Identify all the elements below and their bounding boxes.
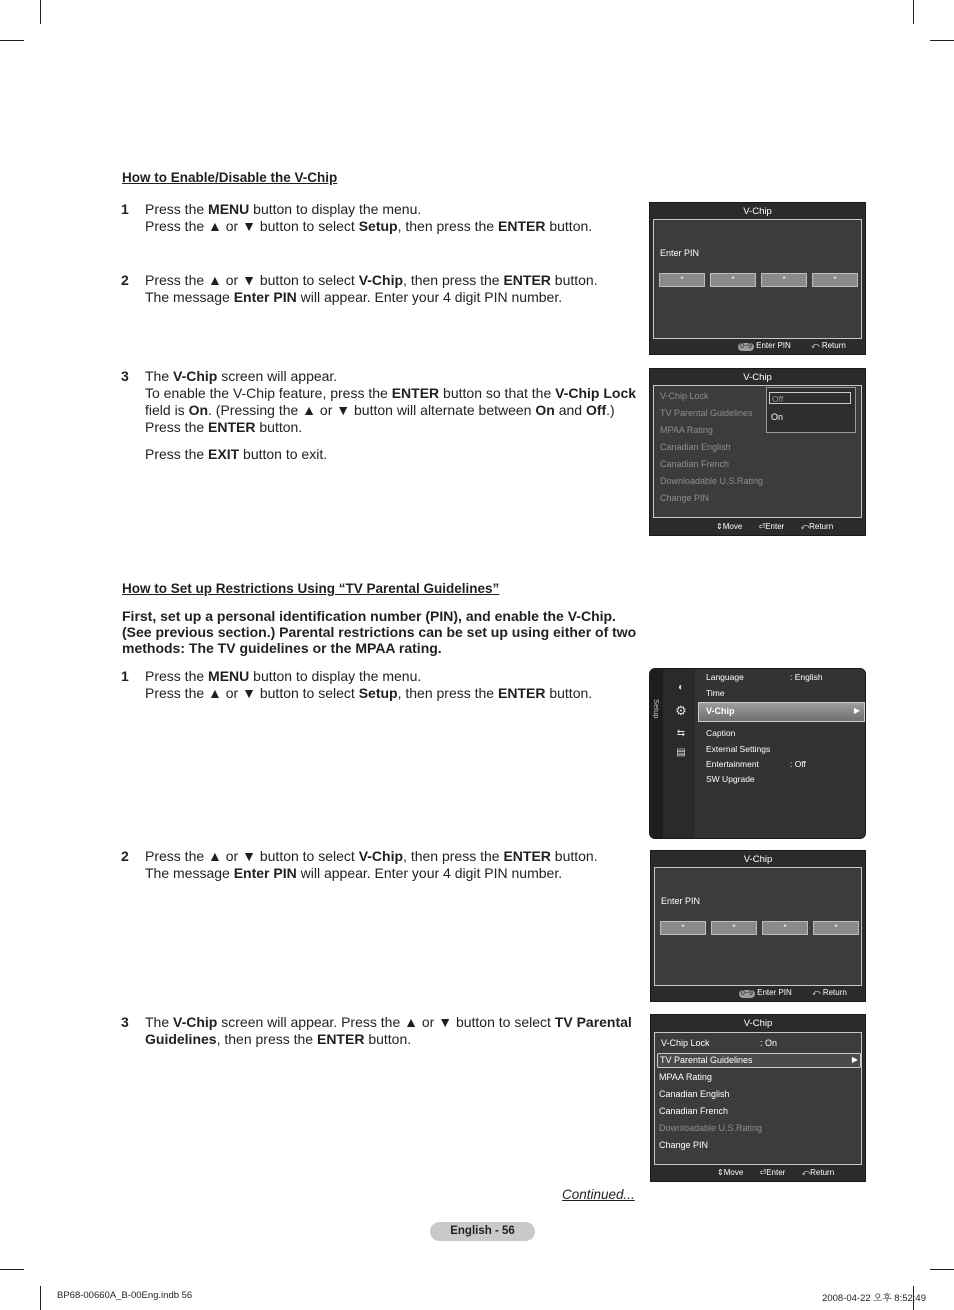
- screen-title: V-Chip: [743, 854, 773, 865]
- menu-item-canadian-french[interactable]: Canadian French: [660, 459, 730, 469]
- print-file-slug: BP68-00660A_B-00Eng.indb 56: [57, 1290, 193, 1301]
- return-icon: ⤺: [812, 988, 821, 997]
- menu-item-canadian-english[interactable]: Canadian English: [660, 442, 731, 452]
- picture-icon[interactable]: ◐: [677, 682, 685, 693]
- enter-icon: ⏎: [759, 1168, 767, 1177]
- crop-mark: [40, 1286, 41, 1310]
- step-line: The message Enter PIN will appear. Enter your 4 digit PIN number.: [145, 865, 563, 881]
- step-number: 3: [121, 368, 129, 384]
- step-text: [145, 848, 598, 882]
- pin-digit-box[interactable]: *: [761, 273, 807, 287]
- setup-gear-icon[interactable]: ⚙: [675, 703, 687, 718]
- vchip-lock-value: : On: [760, 1038, 778, 1048]
- pin-digit-box[interactable]: *: [659, 273, 705, 287]
- menu-item-change-pin[interactable]: Change PIN: [659, 1140, 709, 1150]
- option-popup: [766, 387, 856, 433]
- step-line: The V-Chip screen will appear.: [145, 368, 338, 384]
- screen-footer: 0~9 Enter PIN ⤺ Return: [741, 988, 847, 997]
- setup-item-language[interactable]: Language: [706, 672, 744, 682]
- step-number: 3: [121, 1014, 129, 1030]
- pin-digit-box[interactable]: *: [762, 921, 808, 935]
- vchip-menu-screen: [650, 1014, 866, 1182]
- setup-item-sw-upgrade[interactable]: SW Upgrade: [706, 774, 755, 784]
- arrow-right-icon: ▶: [853, 706, 860, 715]
- screen-footer: ⇕Move ⏎Enter ⤺Return: [717, 1168, 835, 1177]
- step-text: [145, 272, 598, 306]
- pin-panel: [654, 867, 862, 986]
- step-line: Press the ▲ or ▼ button to select Setup, then press the ENTER button.: [145, 218, 593, 234]
- setup-item-entertainment[interactable]: Entertainment: [706, 759, 759, 769]
- number-keys-icon: 0~9: [740, 343, 752, 350]
- pin-screen: [649, 202, 866, 355]
- pin-panel: [653, 219, 862, 339]
- menu-item-change-pin[interactable]: Change PIN: [660, 493, 710, 503]
- category-icon-column: [663, 669, 695, 838]
- step-number: 1: [121, 201, 129, 217]
- vchip-menu-screen: [649, 368, 866, 536]
- pin-label: Enter PIN: [661, 896, 701, 906]
- crop-mark: [0, 1269, 24, 1270]
- setup-item-vchip[interactable]: V-Chip: [706, 706, 735, 716]
- step-line: Press the ENTER button.: [145, 419, 303, 435]
- setup-menu-screen: [649, 668, 866, 839]
- step-number: 2: [121, 848, 129, 864]
- step-line: [145, 436, 636, 446]
- step-line: field is On. (Pressing the ▲ or ▼ button will alternate between On and Off.): [145, 402, 615, 418]
- menu-item-tv-parental[interactable]: TV Parental Guidelines: [660, 1055, 753, 1065]
- continued-note: Continued...: [562, 1187, 635, 1202]
- pin-digit-box[interactable]: *: [660, 921, 706, 935]
- arrow-right-icon: ▶: [851, 1055, 858, 1064]
- input-icon[interactable]: ⇆: [676, 728, 686, 739]
- step-line: The message Enter PIN will appear. Enter your 4 digit PIN number.: [145, 289, 563, 305]
- step-line: Press the ▲ or ▼ button to select V-Chip, then press the ENTER button.: [145, 848, 598, 864]
- step-text: [145, 668, 592, 702]
- section-heading: How to Set up Restrictions Using “TV Parental Guidelines”: [122, 581, 500, 596]
- screen-footer: ⇕Move ⏎Enter ⤺Return: [716, 522, 834, 531]
- option-on[interactable]: On: [771, 412, 784, 422]
- pin-digit-box[interactable]: *: [711, 921, 757, 935]
- step-line: Press the EXIT button to exit.: [145, 446, 328, 462]
- setup-item-vchip-highlight[interactable]: [698, 702, 865, 722]
- step-text: [145, 368, 636, 463]
- step-line: Press the MENU button to display the menu.: [145, 668, 422, 684]
- section-heading: How to Enable/Disable the V-Chip: [122, 170, 338, 185]
- return-icon: ⤺: [801, 1168, 811, 1177]
- step-line: Guidelines, then press the ENTER button.: [145, 1031, 412, 1047]
- vchip-menu-panel: [654, 1032, 862, 1165]
- print-timestamp: 2008-04-22 오후 8:52:49: [822, 1293, 926, 1304]
- menu-item-tv-parental-highlight[interactable]: [657, 1053, 861, 1068]
- pin-digit-box[interactable]: *: [812, 273, 858, 287]
- crop-mark: [40, 0, 41, 24]
- setup-item-caption[interactable]: Caption: [706, 728, 736, 738]
- menu-item-tv-parental[interactable]: TV Parental Guidelines: [660, 408, 753, 418]
- step-number: 2: [121, 272, 129, 288]
- move-icon: ⇕: [717, 1168, 724, 1177]
- step-line: Press the ▲ or ▼ button to select V-Chip, then press the ENTER button.: [145, 272, 598, 288]
- option-off[interactable]: Off: [769, 392, 851, 404]
- return-icon: ⤺: [811, 341, 820, 350]
- vchip-menu-panel: [653, 385, 862, 518]
- setup-side-label: Setup: [652, 699, 661, 719]
- menu-item-canadian-english[interactable]: Canadian English: [659, 1089, 730, 1099]
- pin-digit-box[interactable]: *: [813, 921, 859, 935]
- number-keys-icon: 0~9: [741, 990, 753, 997]
- menu-item-vchip-lock[interactable]: V-Chip Lock: [661, 1038, 710, 1048]
- crop-mark: [930, 1269, 954, 1270]
- step-line: To enable the V-Chip feature, press the ENTER button so that the V-Chip Lock: [145, 385, 637, 401]
- menu-item-downloadable[interactable]: Downloadable U.S.Rating: [659, 1123, 763, 1133]
- menu-item-vchip-lock[interactable]: V-Chip Lock: [660, 391, 709, 401]
- screen-footer: 0~9 Enter PIN ⤺ Return: [740, 341, 846, 350]
- step-line: Press the ▲ or ▼ button to select Setup, then press the ENTER button.: [145, 685, 593, 701]
- enter-icon: ⏎: [758, 522, 766, 531]
- crop-mark: [0, 40, 24, 41]
- step-text: [145, 1014, 632, 1048]
- setup-item-time[interactable]: Time: [706, 688, 725, 698]
- screen-title: V-Chip: [743, 1018, 773, 1029]
- menu-item-canadian-french[interactable]: Canadian French: [659, 1106, 729, 1116]
- setup-side-tab: [650, 669, 663, 838]
- step-line: The V-Chip screen will appear. Press the ▲ or ▼ button to select TV Parental: [145, 1014, 632, 1030]
- application-icon[interactable]: ▤: [676, 747, 686, 758]
- move-icon: ⇕: [716, 522, 723, 531]
- setup-item-external[interactable]: External Settings: [706, 744, 771, 754]
- setup-value-entertainment: : Off: [790, 759, 806, 769]
- step-text: [145, 201, 592, 235]
- menu-item-mpaa[interactable]: MPAA Rating: [660, 425, 713, 435]
- step-line: Press the MENU button to display the menu.: [145, 201, 422, 217]
- intro-paragraph: First, set up a personal identification number (PIN), and enable the V-Chip. (See previous section.) Parental restrictions can be set up using either of two methods: The TV guidelines or the MPAA rating.: [122, 608, 637, 656]
- pin-digit-box[interactable]: *: [710, 273, 756, 287]
- return-icon: ⤺: [800, 522, 810, 531]
- step-number: 1: [121, 668, 129, 684]
- pin-label: Enter PIN: [660, 248, 700, 258]
- setup-value-language: : English: [790, 672, 823, 682]
- crop-mark: [913, 0, 914, 24]
- menu-item-downloadable[interactable]: Downloadable U.S.Rating: [660, 476, 764, 486]
- menu-item-mpaa[interactable]: MPAA Rating: [659, 1072, 712, 1082]
- screen-title: V-Chip: [743, 206, 772, 217]
- page-number-badge: English - 56: [430, 1222, 535, 1241]
- pin-screen: [650, 850, 866, 1002]
- crop-mark: [930, 40, 954, 41]
- screen-title: V-Chip: [743, 372, 772, 383]
